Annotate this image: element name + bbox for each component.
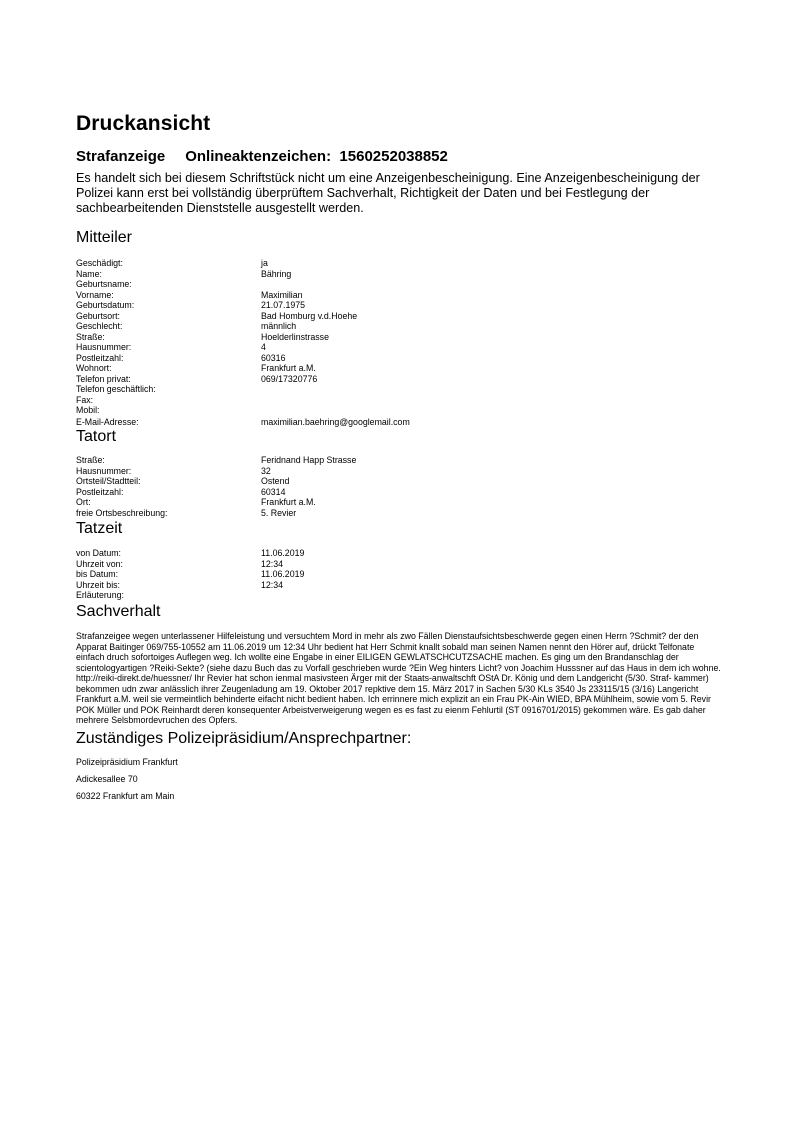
field-label: Ortsteil/Stadtteil:	[76, 476, 141, 486]
field-value: Bähring	[261, 268, 292, 279]
field-value: Frankfurt a.M.	[261, 497, 316, 507]
field-value: 11.06.2019	[261, 569, 305, 579]
mitteiler-row	[76, 395, 726, 406]
field-label: Uhrzeit bis:	[76, 579, 120, 590]
field-value: Ostend	[261, 476, 290, 486]
contact-line: Polizeipräsidium Frankfurt	[76, 757, 178, 767]
field-value: 12:34	[261, 558, 284, 569]
mitteiler-row	[76, 300, 726, 311]
tatort-row	[76, 455, 726, 466]
field-label: Name:	[76, 268, 102, 279]
field-value: Frankfurt a.M.	[261, 363, 316, 373]
section-heading-sachverhalt: Sachverhalt	[76, 603, 161, 620]
mitteiler-row	[76, 311, 726, 322]
section-heading-tatort: Tatort	[76, 428, 117, 445]
sachverhalt-text: Strafanzeigee wegen unterlassener Hilfeleistung und versuchtem Mord in mehr als zwo Fällen Dienstaufsichtsbeschwerde gegen einen Herrn ?Schmit? der den Apparat Baitinger 069/755-10552 am 11.06.2019 um 12:34 Uhr bedient hat Herr Schmit knallt sobald man seinen Namen nennt den Hörer auf, drückt Telfonate einfach druch sofortoiges Auflegen weg. Ich wollte eine Engabe in einer EILIGEN GEWLATSCHCUTZSACHE machen. Es ging um den Brandanschlag der scientologyartigen ?Reiki-Sekte? (siehe dazu Buch das zu Vorfall geschrieben wurde ?Ein Weg hinters Licht? von Joachim Husssner auf das Haus in dem ich wohne. http://reiki-direkt.de/huessner/ Ihr Revier hat schon ienmal masivsteen Ärger mit der Staats-anwaltschft OStA Dr. König und dem Landgericht (5/30. Straf- kammer) bekommen udn zwar anlässlich ihrer Zeugenladung am 19. Oktober 2017 repktive dem 15. März 2017 in Sachen 5/30 KLs 3540 Js 233115/15 (3/16) Langericht Frankfurt a.M. weil sie vermeintlich behinderte eifacht nicht bedient haben. Ich errinnere mich explizit an ein Frau PK-Ain WIED, BPA Mühlheim, sowie vom 5. Revir POK Müller und POK Reinhardt deren konsequenter Arbeistverweigerung wegen es es fast zu eienm Fehlurtil (ST 0916701/2015) gekommen wäre. Es gab daher mehrere Selsbmordevruchen des Opfers.	[76, 631, 721, 725]
field-label: Erläuterung:	[76, 590, 124, 600]
field-label: Ort:	[76, 497, 91, 507]
field-label: Telefon privat:	[76, 373, 131, 384]
mitteiler-row	[76, 290, 726, 301]
field-value: 069/17320776	[261, 373, 318, 384]
field-label: Wohnort:	[76, 363, 112, 373]
field-value: 11.06.2019	[261, 548, 305, 558]
tatort-table	[76, 455, 726, 518]
tatzeit-row	[76, 548, 726, 559]
field-value: 12:34	[261, 579, 284, 590]
field-value: ja	[261, 258, 268, 268]
mitteiler-row	[76, 417, 726, 428]
mitteiler-row	[76, 405, 726, 416]
document-type: Strafanzeige	[76, 148, 166, 165]
tatort-row	[76, 487, 726, 498]
document-subtitle	[76, 148, 448, 165]
field-label: Uhrzeit von:	[76, 558, 123, 569]
tatzeit-row	[76, 559, 726, 570]
tatzeit-row	[76, 569, 726, 580]
field-label: Postleitzahl:	[76, 352, 124, 363]
tatzeit-table	[76, 548, 726, 601]
mitteiler-row	[76, 321, 726, 332]
contact-line: Adickesallee 70	[76, 774, 138, 784]
field-label: Straße:	[76, 331, 105, 342]
tatzeit-row	[76, 580, 726, 591]
contact-address	[76, 757, 178, 808]
field-label: freie Ortsbeschreibung:	[76, 507, 168, 518]
tatort-row	[76, 508, 726, 519]
mitteiler-row	[76, 332, 726, 343]
field-label: von Datum:	[76, 548, 121, 558]
contact-line: 60322 Frankfurt am Main	[76, 791, 175, 801]
page-title: Druckansicht	[76, 112, 211, 135]
field-label: Fax:	[76, 394, 94, 405]
mitteiler-row	[76, 279, 726, 290]
field-label: Geschlecht:	[76, 321, 123, 331]
tatort-row	[76, 497, 726, 508]
field-label: E-Mail-Adresse:	[76, 416, 139, 427]
field-value: 5. Revier	[261, 507, 297, 518]
field-value: Hoelderlinstrasse	[261, 331, 329, 342]
tatzeit-row	[76, 590, 726, 601]
field-label: bis Datum:	[76, 569, 119, 579]
section-heading-mitteiler: Mitteiler	[76, 229, 133, 246]
mitteiler-row	[76, 374, 726, 385]
field-label: Telefon geschäftlich:	[76, 384, 156, 394]
field-label: Geburtsname:	[76, 279, 132, 289]
field-value: Bad Homburg v.d.Hoehe	[261, 310, 358, 321]
field-value: Feridnand Happ Strasse	[261, 455, 357, 465]
field-label: Geburtsdatum:	[76, 300, 135, 310]
field-value: Maximilian	[261, 289, 303, 300]
field-label: Geburtsort:	[76, 310, 121, 321]
field-label: Hausnummer:	[76, 342, 132, 352]
field-value: männlich	[261, 321, 297, 331]
field-value: 4	[261, 342, 266, 352]
field-value: 21.07.1975	[261, 300, 306, 310]
field-value: 60314	[261, 486, 286, 497]
reference-number: 1560252038852	[339, 148, 448, 165]
field-value: 32	[261, 465, 271, 476]
field-label: Straße:	[76, 455, 105, 465]
field-value: maximilian.baehring@googlemail.com	[261, 416, 410, 427]
mitteiler-row	[76, 269, 726, 280]
tatort-row	[76, 476, 726, 487]
intro-disclaimer: Es handelt sich bei diesem Schriftstück nicht um eine Anzeigenbescheinigung. Eine Anzeigenbescheinigung der Polizei kann erst bei vollständig überprüftem Sachverhalt, Richtigkeit der Daten und bei Festlegung der sachbearbeitenden Dienststelle ausgestellt werden.	[76, 171, 700, 215]
mitteiler-row	[76, 363, 726, 374]
mitteiler-row	[76, 258, 726, 269]
tatort-row	[76, 466, 726, 477]
mitteiler-row	[76, 353, 726, 364]
field-label: Hausnummer:	[76, 465, 132, 476]
mitteiler-row	[76, 384, 726, 395]
field-value: 60316	[261, 352, 286, 363]
field-label: Mobil:	[76, 405, 100, 415]
section-heading-tatzeit: Tatzeit	[76, 520, 123, 537]
reference-label: Onlineaktenzeichen:	[185, 148, 332, 165]
field-label: Vorname:	[76, 289, 114, 300]
field-label: Postleitzahl:	[76, 486, 124, 497]
section-heading-contact: Zuständiges Polizeipräsidium/Ansprechpartner:	[76, 730, 412, 747]
field-label: Geschädigt:	[76, 258, 123, 268]
mitteiler-row	[76, 342, 726, 353]
mitteiler-table	[76, 258, 726, 427]
